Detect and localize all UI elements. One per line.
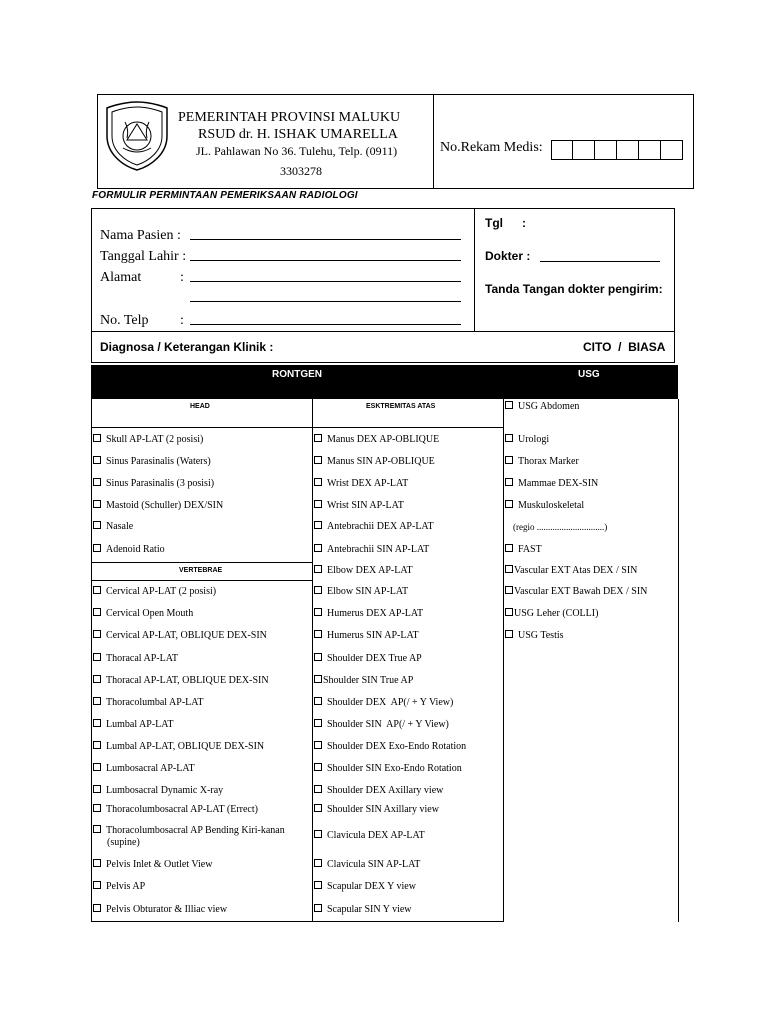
checkbox-icon[interactable] bbox=[314, 565, 322, 573]
checkbox-icon[interactable] bbox=[505, 544, 513, 552]
checkbox-icon[interactable] bbox=[93, 719, 101, 727]
head-item[interactable]: Sinus Parasinalis (3 posisi) bbox=[93, 478, 214, 490]
head-item[interactable]: Mastoid (Schuller) DEX/SIN bbox=[93, 500, 223, 512]
ekstremitas-item[interactable]: Shoulder DEX True AP bbox=[314, 653, 422, 665]
ekstremitas-item[interactable]: Elbow DEX AP-LAT bbox=[314, 565, 413, 577]
ekstremitas-item[interactable]: Shoulder DEX Exo-Endo Rotation bbox=[314, 741, 466, 753]
usg-item[interactable]: Muskuloskeletal bbox=[505, 500, 584, 512]
dokter-label: Dokter : bbox=[485, 249, 531, 263]
checkbox-icon[interactable] bbox=[505, 401, 513, 409]
checkbox-icon[interactable] bbox=[505, 500, 513, 508]
form-title: FORMULIR PERMINTAAN PEMERIKSAAN RADIOLOGI bbox=[92, 190, 358, 201]
tanggal-field[interactable] bbox=[190, 260, 461, 261]
usg-regio-field[interactable]: (regio ..............................) bbox=[513, 522, 608, 532]
vertebrae-item[interactable]: Thoracolumbosacral AP-LAT (Errect) bbox=[93, 804, 258, 816]
rekam-medis-boxes[interactable] bbox=[551, 140, 683, 160]
head-item[interactable]: Nasale bbox=[93, 521, 133, 533]
checkbox-icon[interactable] bbox=[93, 630, 101, 638]
table-left-border bbox=[91, 399, 92, 922]
ekstremitas-item[interactable]: Clavicula DEX AP-LAT bbox=[314, 830, 425, 842]
alamat-field[interactable] bbox=[190, 281, 461, 282]
checkbox-icon[interactable] bbox=[314, 608, 322, 616]
header-line3: JL. Pahlawan No 36. Tulehu, Telp. (0911) bbox=[196, 144, 398, 158]
checkbox-icon[interactable] bbox=[314, 630, 322, 638]
rekam-digit-box[interactable] bbox=[595, 140, 617, 160]
table-col-divider-1 bbox=[312, 399, 313, 922]
vertebrae-item-continuation: (supine) bbox=[107, 837, 140, 848]
ttd-label: Tanda Tangan dokter pengirim: bbox=[485, 282, 663, 296]
vertebrae-item[interactable]: Lumbosacral AP-LAT bbox=[93, 763, 195, 775]
checkbox-icon[interactable] bbox=[505, 630, 513, 638]
checkbox-icon[interactable] bbox=[314, 785, 322, 793]
subheader-bottom-line bbox=[91, 427, 503, 428]
ekstremitas-item[interactable]: Antebrachii SIN AP-LAT bbox=[314, 544, 429, 556]
ekstremitas-item[interactable]: Clavicula SIN AP-LAT bbox=[314, 859, 420, 871]
alamat-field-2[interactable] bbox=[190, 301, 461, 302]
checkbox-icon[interactable] bbox=[314, 456, 322, 464]
checkbox-icon[interactable] bbox=[314, 478, 322, 486]
checkbox-icon[interactable] bbox=[93, 478, 101, 486]
province-logo-icon bbox=[103, 100, 171, 172]
checkbox-icon[interactable] bbox=[93, 544, 101, 552]
ekstremitas-item[interactable]: Manus DEX AP-OBLIQUE bbox=[314, 434, 439, 446]
checkbox-icon[interactable] bbox=[314, 830, 322, 838]
header-line2: RSUD dr. H. ISHAK UMARELLA bbox=[198, 127, 398, 142]
vertebrae-item[interactable]: Thoracal AP-LAT, OBLIQUE DEX-SIN bbox=[93, 675, 269, 687]
ekstremitas-item[interactable]: Humerus DEX AP-LAT bbox=[314, 608, 423, 620]
checkbox-icon[interactable] bbox=[93, 608, 101, 616]
head-item[interactable]: Adenoid Ratio bbox=[93, 544, 165, 556]
checkbox-icon[interactable] bbox=[93, 500, 101, 508]
telp-field[interactable] bbox=[190, 324, 461, 325]
checkbox-icon[interactable] bbox=[505, 434, 513, 442]
vertebrae-top-line bbox=[91, 562, 312, 563]
telp-label: No. Telp bbox=[100, 313, 149, 328]
head-subheader: HEAD bbox=[190, 403, 210, 410]
checkbox-icon[interactable] bbox=[93, 859, 101, 867]
checkbox-icon[interactable] bbox=[314, 741, 322, 749]
checkbox-icon[interactable] bbox=[93, 434, 101, 442]
checkbox-icon[interactable] bbox=[93, 741, 101, 749]
checkbox-icon[interactable] bbox=[314, 763, 322, 771]
checkbox-icon[interactable] bbox=[314, 544, 322, 552]
head-item[interactable]: Sinus Parasinalis (Waters) bbox=[93, 456, 211, 468]
rekam-medis-label: No.Rekam Medis: bbox=[440, 140, 543, 155]
alamat-label: Alamat bbox=[100, 270, 142, 285]
checkbox-icon[interactable] bbox=[93, 675, 101, 683]
usg-item[interactable]: USG Testis bbox=[505, 630, 564, 642]
checkbox-icon[interactable] bbox=[505, 608, 513, 616]
checkbox-icon[interactable] bbox=[93, 881, 101, 889]
rekam-digit-box[interactable] bbox=[551, 140, 573, 160]
tgl-label: Tgl bbox=[485, 216, 503, 230]
head-item[interactable]: Skull AP-LAT (2 posisi) bbox=[93, 434, 203, 446]
tanggal-label: Tanggal Lahir : bbox=[100, 249, 187, 264]
rekam-digit-box[interactable] bbox=[573, 140, 595, 160]
checkbox-icon[interactable] bbox=[93, 697, 101, 705]
checkbox-icon[interactable] bbox=[314, 804, 322, 812]
usg-item[interactable]: Vascular EXT Atas DEX / SIN bbox=[505, 565, 637, 577]
ekstremitas-item[interactable]: Humerus SIN AP-LAT bbox=[314, 630, 419, 642]
ekstremitas-item[interactable]: Shoulder SIN Axillary view bbox=[314, 804, 439, 816]
checkbox-icon[interactable] bbox=[314, 586, 322, 594]
ekstremitas-item[interactable]: Manus SIN AP-OBLIQUE bbox=[314, 456, 435, 468]
ekstremitas-item[interactable]: Shoulder DEX AP(/ + Y View) bbox=[314, 697, 453, 709]
vertebrae-item[interactable]: Pelvis AP bbox=[93, 881, 145, 893]
checkbox-icon[interactable] bbox=[314, 675, 322, 683]
checkbox-icon[interactable] bbox=[93, 825, 101, 833]
ekstremitas-item[interactable]: Shoulder SIN Exo-Endo Rotation bbox=[314, 763, 462, 775]
diagnosa-label: Diagnosa / Keterangan Klinik : bbox=[100, 340, 274, 354]
tgl-colon: : bbox=[522, 216, 526, 230]
checkbox-icon[interactable] bbox=[505, 565, 513, 573]
table-right-border bbox=[678, 399, 679, 922]
rekam-digit-box[interactable] bbox=[639, 140, 661, 160]
vertebrae-item[interactable]: Pelvis Inlet & Outlet View bbox=[93, 859, 212, 871]
checkbox-icon[interactable] bbox=[314, 521, 322, 529]
checkbox-icon[interactable] bbox=[93, 904, 101, 912]
checkbox-icon[interactable] bbox=[93, 456, 101, 464]
vertebrae-item[interactable]: Lumbosacral Dynamic X-ray bbox=[93, 785, 223, 797]
checkbox-icon[interactable] bbox=[93, 763, 101, 771]
usg-item[interactable]: Thorax Marker bbox=[505, 456, 579, 468]
vertebrae-item[interactable]: Cervical Open Mouth bbox=[93, 608, 193, 620]
checkbox-icon[interactable] bbox=[93, 586, 101, 594]
usg-item[interactable]: USG Abdomen bbox=[505, 401, 579, 413]
rekam-digit-box[interactable] bbox=[661, 140, 683, 160]
vertebrae-item[interactable]: Thoracolumbal AP-LAT bbox=[93, 697, 203, 709]
checkbox-icon[interactable] bbox=[505, 456, 513, 464]
usg-item[interactable]: Urologi bbox=[505, 434, 549, 446]
ekstremitas-item[interactable]: Wrist SIN AP-LAT bbox=[314, 500, 404, 512]
ekstremitas-item[interactable]: Shoulder SIN AP(/ + Y View) bbox=[314, 719, 449, 731]
ekstremitas-item[interactable]: Shoulder SIN True AP bbox=[314, 675, 413, 687]
checkbox-icon[interactable] bbox=[93, 804, 101, 812]
usg-header: USG bbox=[578, 369, 600, 380]
ekstremitas-item[interactable]: Scapular SIN Y view bbox=[314, 904, 412, 916]
checkbox-icon[interactable] bbox=[314, 697, 322, 705]
checkbox-icon[interactable] bbox=[314, 719, 322, 727]
ekstremitas-item[interactable]: Wrist DEX AP-LAT bbox=[314, 478, 408, 490]
vertebrae-bottom-line bbox=[91, 580, 312, 581]
vertebrae-item[interactable]: Thoracolumbosacral AP Bending Kiri-kanan bbox=[93, 825, 285, 837]
table-col-divider-2 bbox=[503, 399, 504, 922]
usg-item[interactable]: Mammae DEX-SIN bbox=[505, 478, 598, 490]
cito-biasa-label[interactable]: CITO / BIASA bbox=[583, 340, 666, 354]
checkbox-icon[interactable] bbox=[93, 521, 101, 529]
doctor-box bbox=[474, 208, 675, 332]
header-line4: 3303278 bbox=[280, 164, 322, 178]
telp-colon: : bbox=[180, 313, 184, 328]
vertebrae-item[interactable]: Lumbal AP-LAT bbox=[93, 719, 174, 731]
header-line1: PEMERINTAH PROVINSI MALUKU bbox=[178, 110, 401, 125]
usg-item[interactable]: Vascular EXT Bawah DEX / SIN bbox=[505, 586, 647, 598]
nama-field[interactable] bbox=[190, 239, 461, 240]
alamat-colon: : bbox=[180, 270, 184, 285]
ekstremitas-item[interactable]: Elbow SIN AP-LAT bbox=[314, 586, 408, 598]
checkbox-icon[interactable] bbox=[314, 881, 322, 889]
ekstremitas-subheader: ESKTREMITAS ATAS bbox=[366, 403, 436, 410]
rontgen-header: RONTGEN bbox=[272, 369, 322, 380]
rekam-digit-box[interactable] bbox=[617, 140, 639, 160]
nama-label: Nama Pasien : bbox=[100, 228, 181, 243]
checkbox-icon[interactable] bbox=[314, 859, 322, 867]
checkbox-icon[interactable] bbox=[505, 478, 513, 486]
checkbox-icon[interactable] bbox=[314, 653, 322, 661]
usg-item[interactable]: FAST bbox=[505, 544, 542, 556]
checkbox-icon[interactable] bbox=[314, 500, 322, 508]
vertebrae-item[interactable]: Lumbal AP-LAT, OBLIQUE DEX-SIN bbox=[93, 741, 264, 753]
ekstremitas-item[interactable]: Antebrachii DEX AP-LAT bbox=[314, 521, 434, 533]
vertebrae-item[interactable]: Thoracal AP-LAT bbox=[93, 653, 178, 665]
vertebrae-item[interactable]: Cervical AP-LAT, OBLIQUE DEX-SIN bbox=[93, 630, 267, 642]
dokter-field[interactable] bbox=[540, 261, 660, 262]
checkbox-icon[interactable] bbox=[314, 434, 322, 442]
patient-box bbox=[91, 208, 475, 332]
ekstremitas-item[interactable]: Shoulder DEX Axillary view bbox=[314, 785, 443, 797]
table-bottom-line bbox=[91, 921, 503, 922]
checkbox-icon[interactable] bbox=[505, 586, 513, 594]
checkbox-icon[interactable] bbox=[314, 904, 322, 912]
ekstremitas-item[interactable]: Scapular DEX Y view bbox=[314, 881, 416, 893]
vertebrae-item[interactable]: Cervical AP-LAT (2 posisi) bbox=[93, 586, 216, 598]
vertebrae-item[interactable]: Pelvis Obturator & Illiac view bbox=[93, 904, 227, 916]
header-divider bbox=[433, 94, 434, 189]
vertebrae-subheader: VERTEBRAE bbox=[179, 567, 223, 574]
usg-item[interactable]: USG Leher (COLLI) bbox=[505, 608, 598, 620]
checkbox-icon[interactable] bbox=[93, 653, 101, 661]
checkbox-icon[interactable] bbox=[93, 785, 101, 793]
